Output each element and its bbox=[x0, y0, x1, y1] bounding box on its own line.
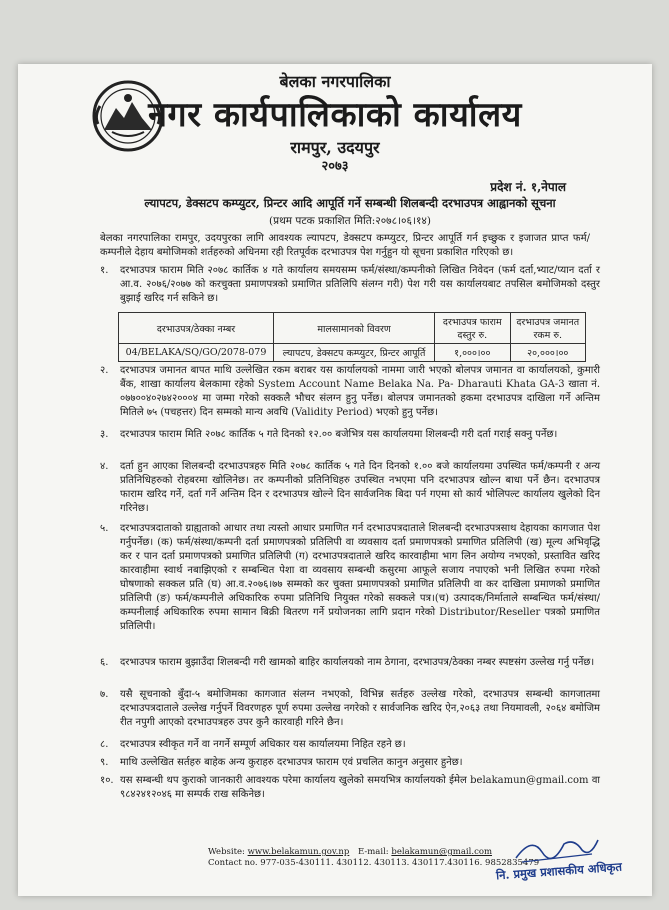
clause-number: ५. bbox=[100, 523, 109, 534]
footer-contact: Contact no. 977-035-430111. 430112. 430113. 430117.430116. 9852835479 bbox=[208, 858, 540, 868]
footer-website bbox=[208, 847, 349, 857]
clause-text: दर्ता हुन आएका शिलबन्दी दरभाउपत्रहरु मिति २०७८ कार्तिक ५ गते दिन दिनको १.०० बजे कार्यालयमा उपस्थित फर्म/कम्पनी र अन्य प्रतिनिधिहरुको रोहबरमा खोलिनेछ। तर कम्पनीको प्रतिनिधिहरु उपस्थित नभएमा पनि दरभाउपत्र खोल्न बाधा पर्ने छैन। दरभाउपत्र फाराम खरिद गर्ने, दर्ता गर्ने अन्तिम दिन र दरभाउपत्र खोल्ने दिन सार्वजनिक बिदा पर्न गएमा सो कार्य भोलिपल्ट कार्यालय खुलेको दिन गरिनेछ। bbox=[120, 461, 601, 514]
clause-3 bbox=[100, 428, 600, 442]
clause-number: ३. bbox=[100, 429, 109, 440]
website-label: Website: bbox=[208, 847, 245, 857]
clause-1 bbox=[100, 264, 600, 306]
clause-5 bbox=[100, 522, 600, 634]
notice-title: ल्यापटप, डेक्सटप कम्प्युटर, प्रिन्टर आदि आपूर्ति गर्ने सम्बन्धी शिलबन्दी दरभाउपत्र आह्वानको सूचना bbox=[144, 196, 556, 210]
website-link[interactable]: www.belakamun.gov.np bbox=[247, 847, 350, 857]
signatory-title: नि. प्रमुख प्रशासकीय अधिकृत bbox=[495, 859, 623, 883]
table-header: दरभाउपत्र जमानत रकम रु. bbox=[510, 313, 585, 344]
email-link[interactable]: belakamun@gmail.com bbox=[391, 847, 493, 857]
clause-7 bbox=[100, 688, 600, 730]
clause-number: ७. bbox=[100, 689, 109, 700]
clause-4 bbox=[100, 460, 600, 516]
clause-text: दरभाउपत्रदाताको ग्राह्यताको आधार तथा त्यस्तो आधार प्रमाणित गर्न दरभाउपत्रदाताले शिलबन्दी दरभाउपत्रसाथ देहायका कागजात पेश गर्नुपर्नेछ। (क) फर्म/संस्था/कम्पनी दर्ता प्रमाणपत्रको प्रतिलिपी वा व्यवसाय दर्ता प्रमाणपत्रको प्रमाणित प्रतिलिपी (ख) मूल्य अभिवृद्धि कर र पान दर्ता प्रमाणपत्रको प्रमाणित प्रतिलिपी (ग) दरभाउपत्रदाताले खरिद कारवाहीमा भाग लिन अयोग्य नभएको, प्रस्तावित खरिद कारवाहीमा स्वार्थ नबाझिएको र सम्बन्धित पेशा वा व्यवसाय सम्बन्धी कसुरमा आफूले सजाय नपाएको भनी लिखित रुपमा गरेको घोषणाको सक्कल प्रति (घ) आ.व.२०७६।७७ सम्मको कर चुक्ता प्रमाणपत्रको प्रमाणित प्रतिलिपी वा कर दाखिला प्रमाणको प्रमाणित प्रतिलिपी (ङ) फर्म/कम्पनीले अधिकारिक रुपमा प्रतिनिधि नियुक्त गरेको सक्कले पत्र।(च) उत्पादक/निर्माताले सम्बन्धित फर्म/संस्था/कम्पनीलाई अधिकारिक रुपमा सामान बिक्री बितरण गर्ने प्रयोजनका लागि प्रदान गरेको Distributor/Reseller पत्रको प्रमाणित प्रतिलिपी। bbox=[120, 523, 600, 632]
clause-text: यस सम्बन्धी थप कुराको जानकारी आवश्यक परेमा कार्यालय खुलेको समयभित्र कार्यालयको ईमेल belakamun@gmail.com वा ९८४२४१२०४६ मा सम्पर्क राख सकिनेछ। bbox=[120, 775, 600, 800]
clause-number: ९. bbox=[100, 757, 109, 768]
clause-number: ६. bbox=[100, 657, 109, 668]
clause-number: १. bbox=[100, 265, 109, 276]
email-label: E-mail: bbox=[358, 847, 389, 857]
clause-text: दरभाउपत्र फाराम बुझाउँदा शिलबन्दी गरी खामको बाहिर कार्यालयको नाम ठेगाना, दरभाउपत्र/ठेक्का नम्बर स्पष्टसंग उल्लेख गर्नु पर्नेछ। bbox=[120, 657, 595, 668]
notice-intro: बेलका नगरपालिका रामपुर, उदयपुरका लागि आवश्यक ल्यापटप, डेक्सटप कम्प्युटर, प्रिन्टर आपूर्ति गर्न इच्छुक र इजाजत प्राप्त फर्म/कम्पनीले देहाय बमोजिमको शर्तहरुको अधिनमा रही रितपूर्वक दरभाउपत्र पेश गर्नुहुन यो सूचना प्रकाशित गरिएको छ। bbox=[100, 233, 590, 258]
table-header: दरभाउपत्र फाराम दस्तुर रु. bbox=[435, 313, 510, 344]
table-header: मालसामानको विवरण bbox=[274, 313, 435, 344]
clause-text: दरभाउपत्र जमानत बापत माथि उल्लेखित रकम बराबर यस कार्यालयको नाममा जारी भएको बोलपत्र जमानत वा कार्यालयको, कुमारी बैंक, शाखा कार्यालय बेलकामा रहेको System Account Name Belaka Na. Pa- Dharauti Khata GA-3 खाता नं. ०७७००४०२७४२०००४ मा जम्मा गरेको सक्कलै भौचर संलग्न हुनु पर्नेछ। बोलपत्र जमानतको हकमा दरभाउपत्र दाखिला गर्ने अन्तिम मितिले ७५ (पचहत्तर) दिन सम्मको मान्य अवधि (Validity Period) भएको हुनु पर्नेछ। bbox=[120, 365, 600, 418]
clause-2 bbox=[100, 364, 600, 420]
clause-number: १०. bbox=[100, 775, 114, 786]
footer-email bbox=[358, 847, 492, 857]
clause-9 bbox=[100, 756, 600, 770]
office-year: २०७३ bbox=[321, 159, 349, 174]
table-header: दरभाउपत्र/ठेक्का नम्बर bbox=[119, 313, 274, 344]
notice-page bbox=[18, 64, 652, 896]
clause-number: २. bbox=[100, 365, 109, 376]
clause-6 bbox=[100, 656, 600, 670]
table-cell: २०,०००।०० bbox=[510, 344, 585, 362]
clause-text: माथि उल्लेखित सर्तहरु बाहेक अन्य कुराहरु दरभाउपत्र फाराम एवं प्रचलित कानुन अनुसार हुनेछ। bbox=[120, 757, 463, 768]
tender-table bbox=[118, 312, 586, 362]
office-title: नगर कार्यपालिकाको कार्यालय bbox=[148, 95, 522, 135]
table-cell: ल्यापटप, डेक्सटप कम्प्युटर, प्रिन्टर आपूर्ति bbox=[274, 344, 435, 362]
clause-number: ८. bbox=[100, 739, 109, 750]
clause-text: दरभाउपत्र स्वीकृत गर्ने वा नगर्ने सम्पूर्ण अधिकार यस कार्यालयमा निहित रहने छ। bbox=[120, 739, 406, 750]
province-label: प्रदेश नं. १,नेपाल bbox=[490, 180, 566, 194]
clause-text: यसै सूचनाको बुँदा-५ बमोजिमका कागजात संलग्न नभएको, विभिन्न सर्तहरु उल्लेख गरेको, दरभाउपत्र सम्बन्धी कागजातमा दरभाउपत्रदाताले उल्लेख गर्नुपर्ने विवरणहरु पूर्ण रुपमा उल्लेख नगरेको र सार्वजनिक खरिद ऐन,२०६३ तथा नियमावली, २०६४ बमोजिम रीत नपुगी आएको दरभाउपत्रहरु उपर कुनै कारवाही गरिने छैन। bbox=[120, 689, 600, 728]
clause-number: ४. bbox=[100, 461, 109, 472]
municipality-name: बेलका नगरपालिका bbox=[279, 72, 391, 91]
clause-text: दरभाउपत्र फाराम मिति २०७८ कार्तिक ५ गते दिनको १२.०० बजेभित्र यस कार्यालयमा शिलबन्दी गरी दर्ता गराई सक्नु पर्नेछ। bbox=[120, 429, 558, 440]
table-header-row bbox=[119, 313, 586, 344]
office-address: रामपुर, उदयपुर bbox=[290, 138, 380, 157]
clause-10 bbox=[100, 774, 600, 802]
table-row bbox=[119, 344, 586, 362]
table-cell: 04/BELAKA/SQ/GO/2078-079 bbox=[119, 344, 274, 362]
notice-publication-date: (प्रथम पटक प्रकाशित मिति:२०७८।०६।१४) bbox=[269, 215, 431, 227]
clause-8 bbox=[100, 738, 600, 752]
table-cell: १,०००।०० bbox=[435, 344, 510, 362]
clause-text: दरभाउपत्र फाराम मिति २०७८ कार्तिक ४ गते कार्यालय समयसम्म फर्म/संस्था/कम्पनीको लिखित निवेदन (फर्म दर्ता,भ्याट/प्यान दर्ता र आ.व. २०७६/२०७७ को करचुक्ता प्रमाणपत्रको प्रमाणित प्रतिलिपि संलग्न गरी) पेश गरी यस कार्यालयबाट तपसिल बमोजिमको दस्तुर बुझाई खरिद गर्न सकिने छ। bbox=[120, 265, 600, 304]
